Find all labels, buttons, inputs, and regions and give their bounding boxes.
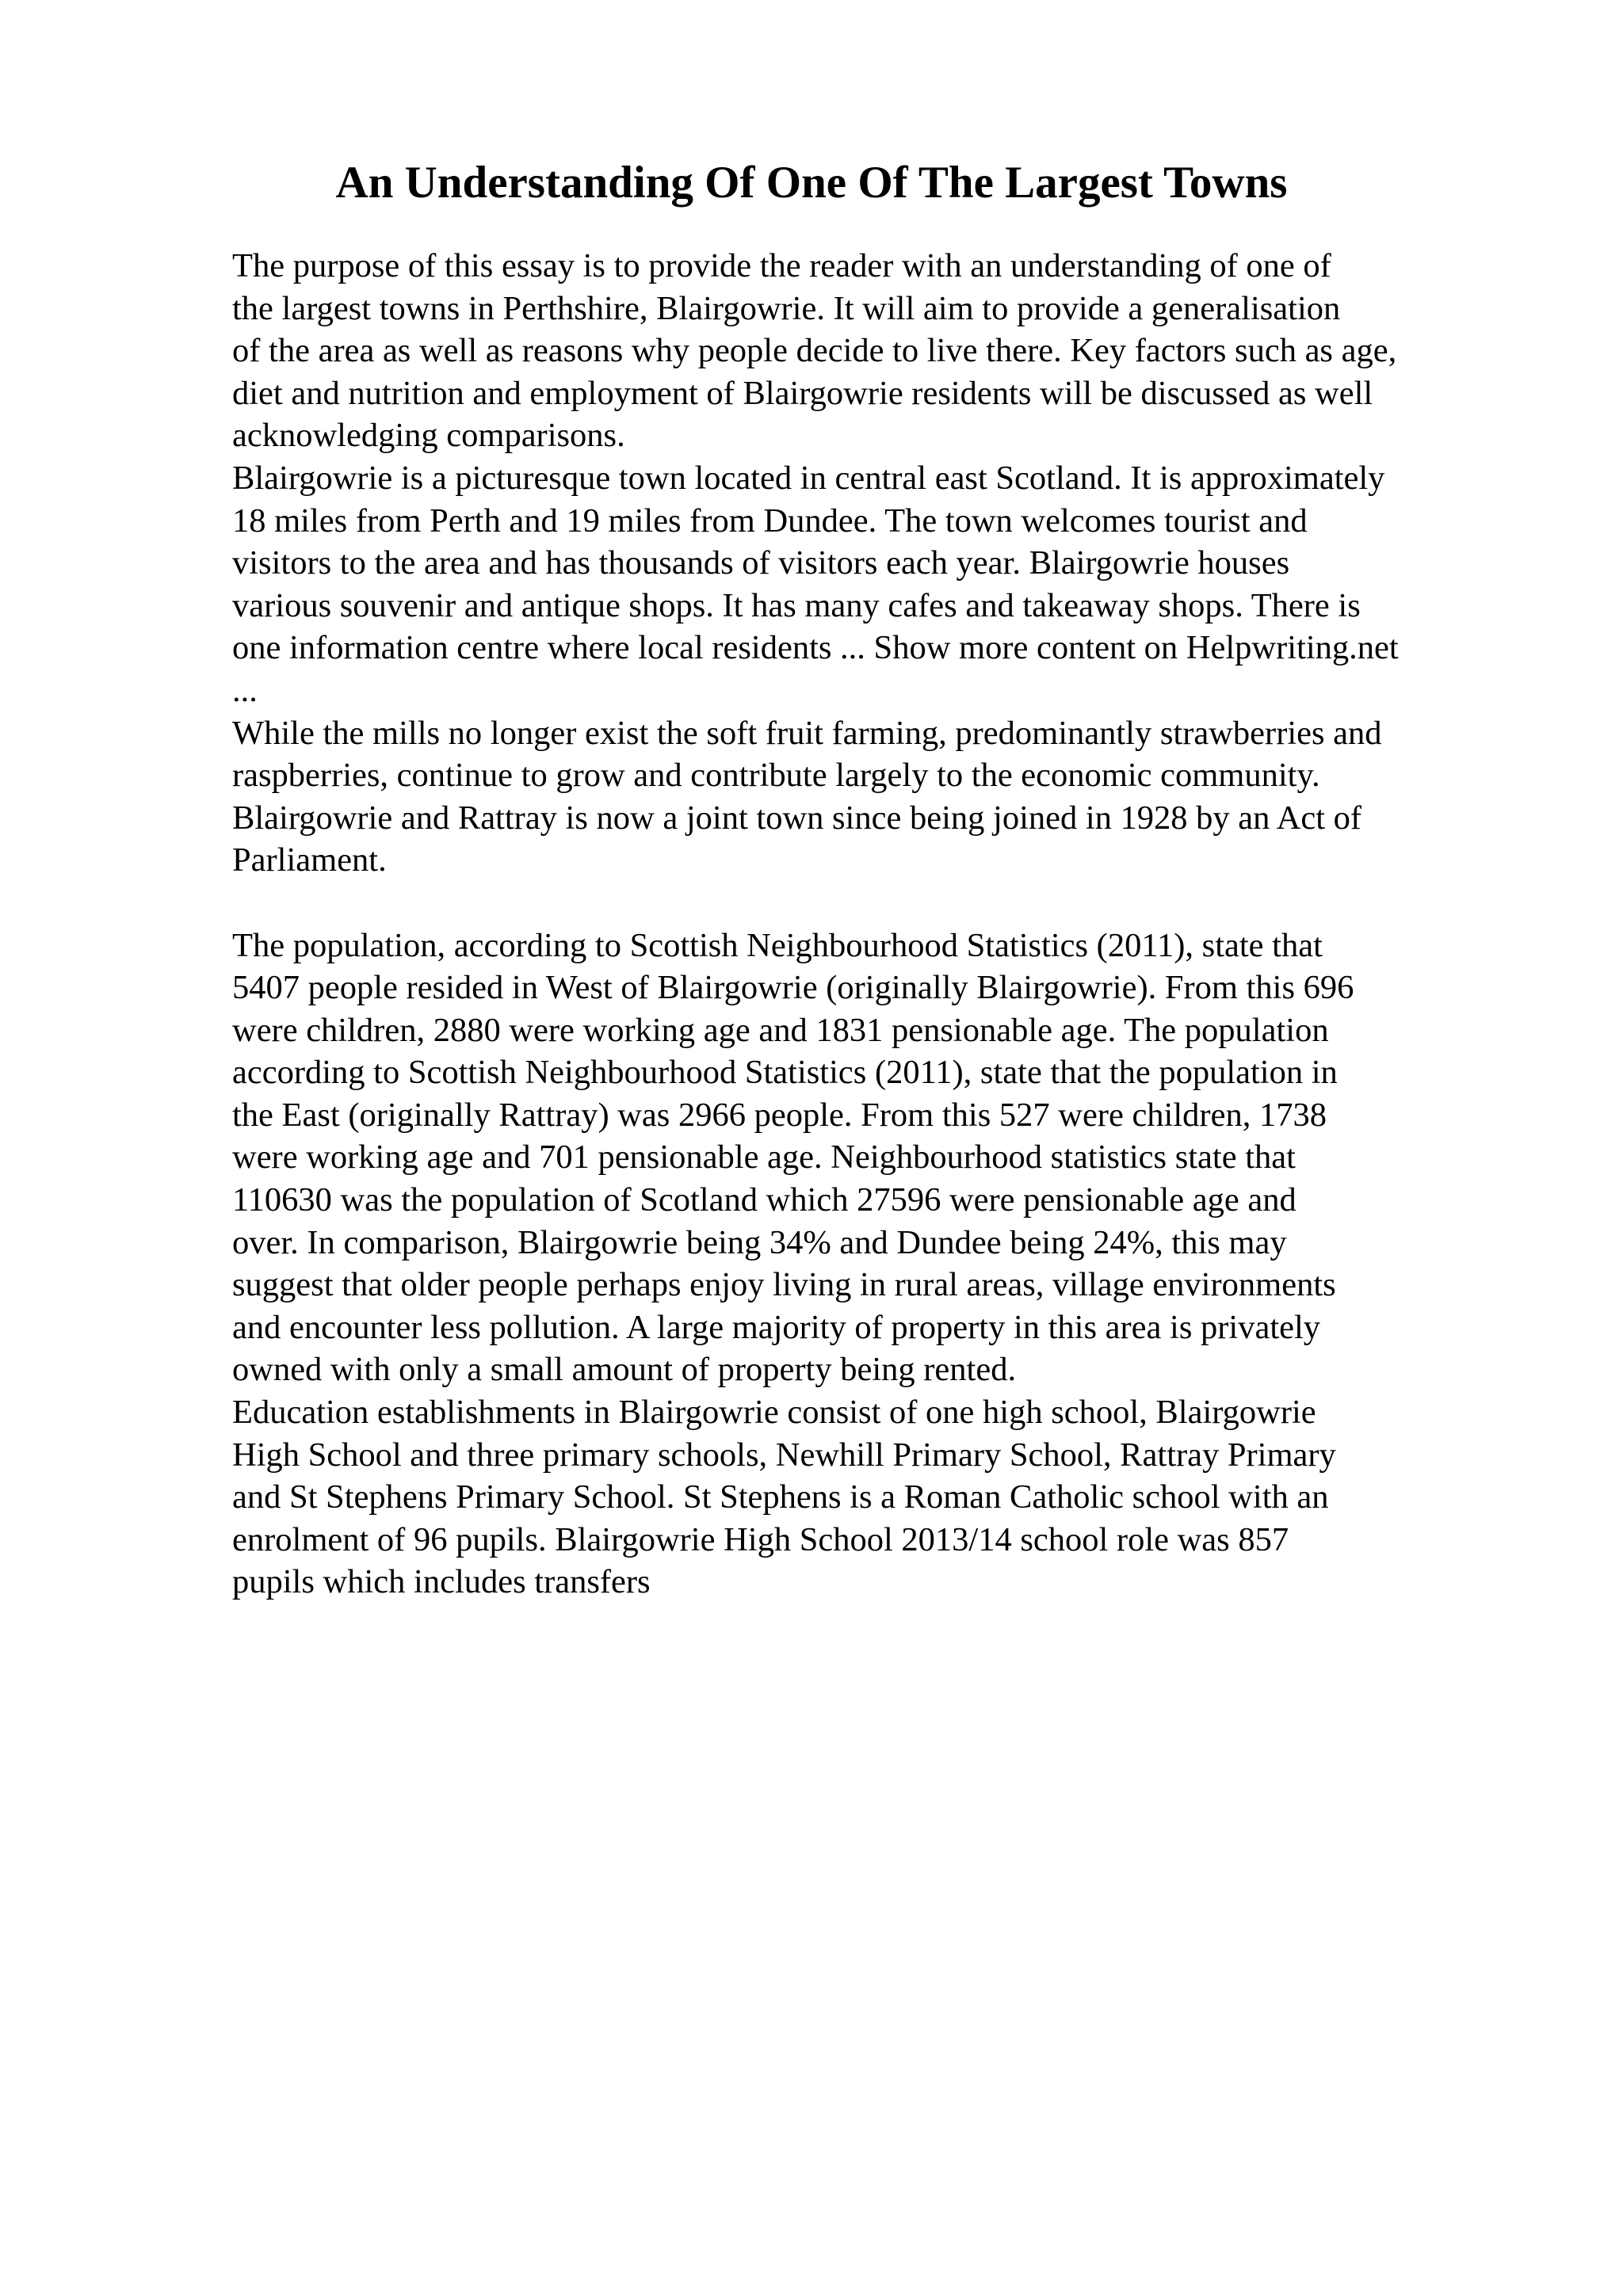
body-text-line: were working age and 701 pensionable age. Neighbourhood statistics state that <box>232 1138 1296 1177</box>
body-text-line: High School and three primary schools, Newhill Primary School, Rattray Primary <box>232 1436 1336 1474</box>
body-text-line: diet and nutrition and employment of Blairgowrie residents will be discussed as well <box>232 374 1373 412</box>
body-text-line: Education establishments in Blairgowrie consist of one high school, Blairgowrie <box>232 1394 1316 1432</box>
body-text-line: acknowledging comparisons. <box>232 417 625 455</box>
body-text-line: 5407 people resided in West of Blairgowrie (originally Blairgowrie). From this 696 <box>232 969 1354 1007</box>
body-text-line: visitors to the area and has thousands of visitors each year. Blairgowrie houses <box>232 544 1290 582</box>
body-text-line: various souvenir and antique shops. It has many cafes and takeaway shops. There is <box>232 586 1361 624</box>
body-text-line: one information centre where local residents ... Show more content on Helpwriting.net <box>232 629 1399 667</box>
body-text-line: Blairgowrie and Rattray is now a joint town since being joined in 1928 by an Act of <box>232 799 1362 837</box>
body-text-line: suggest that older people perhaps enjoy living in rural areas, village environments <box>232 1266 1336 1304</box>
body-text-line: ... <box>232 671 258 709</box>
body-text-line: were children, 2880 were working age and 1831 pensionable age. The population <box>232 1011 1329 1049</box>
body-text-line: according to Scottish Neighbourhood Statistics (2011), state that the population in <box>232 1054 1338 1092</box>
body-text-line: enrolment of 96 pupils. Blairgowrie High School 2013/14 school role was 857 <box>232 1520 1289 1558</box>
body-text-line <box>232 882 1564 925</box>
document-title: An Understanding Of One Of The Largest Towns <box>335 158 1288 208</box>
body-text-line: Blairgowrie is a picturesque town located in central east Scotland. It is approximately <box>232 459 1385 497</box>
body-text-line: of the area as well as reasons why people decide to live there. Key factors such as age, <box>232 332 1397 370</box>
body-text-line: owned with only a small amount of property being rented. <box>232 1351 1017 1389</box>
body-text-line: the East (originally Rattray) was 2966 people. From this 527 were children, 1738 <box>232 1096 1327 1134</box>
body-text-line: 110630 was the population of Scotland which 27596 were pensionable age and <box>232 1181 1296 1219</box>
body-text-line: Parliament. <box>232 841 387 879</box>
body-text-line: over. In comparison, Blairgowrie being 34% and Dundee being 24%, this may <box>232 1223 1287 1261</box>
body-text-line: 18 miles from Perth and 19 miles from Dundee. The town welcomes tourist and <box>232 502 1308 540</box>
body-text-line: While the mills no longer exist the soft fruit farming, predominantly strawberries and <box>232 714 1382 752</box>
document-body <box>232 245 1564 1604</box>
body-text-line: the largest towns in Perthshire, Blairgowrie. It will aim to provide a generalisation <box>232 289 1341 327</box>
body-text-line: The purpose of this essay is to provide the reader with an understanding of one of <box>232 247 1331 284</box>
body-text-line: and encounter less pollution. A large majority of property in this area is privately <box>232 1308 1321 1346</box>
body-text-line: pupils which includes transfers <box>232 1563 651 1601</box>
body-text-line: The population, according to Scottish Neighbourhood Statistics (2011), state that <box>232 926 1323 964</box>
body-text-line: and St Stephens Primary School. St Stephens is a Roman Catholic school with an <box>232 1478 1329 1516</box>
body-text-line: raspberries, continue to grow and contribute largely to the economic community. <box>232 757 1320 795</box>
